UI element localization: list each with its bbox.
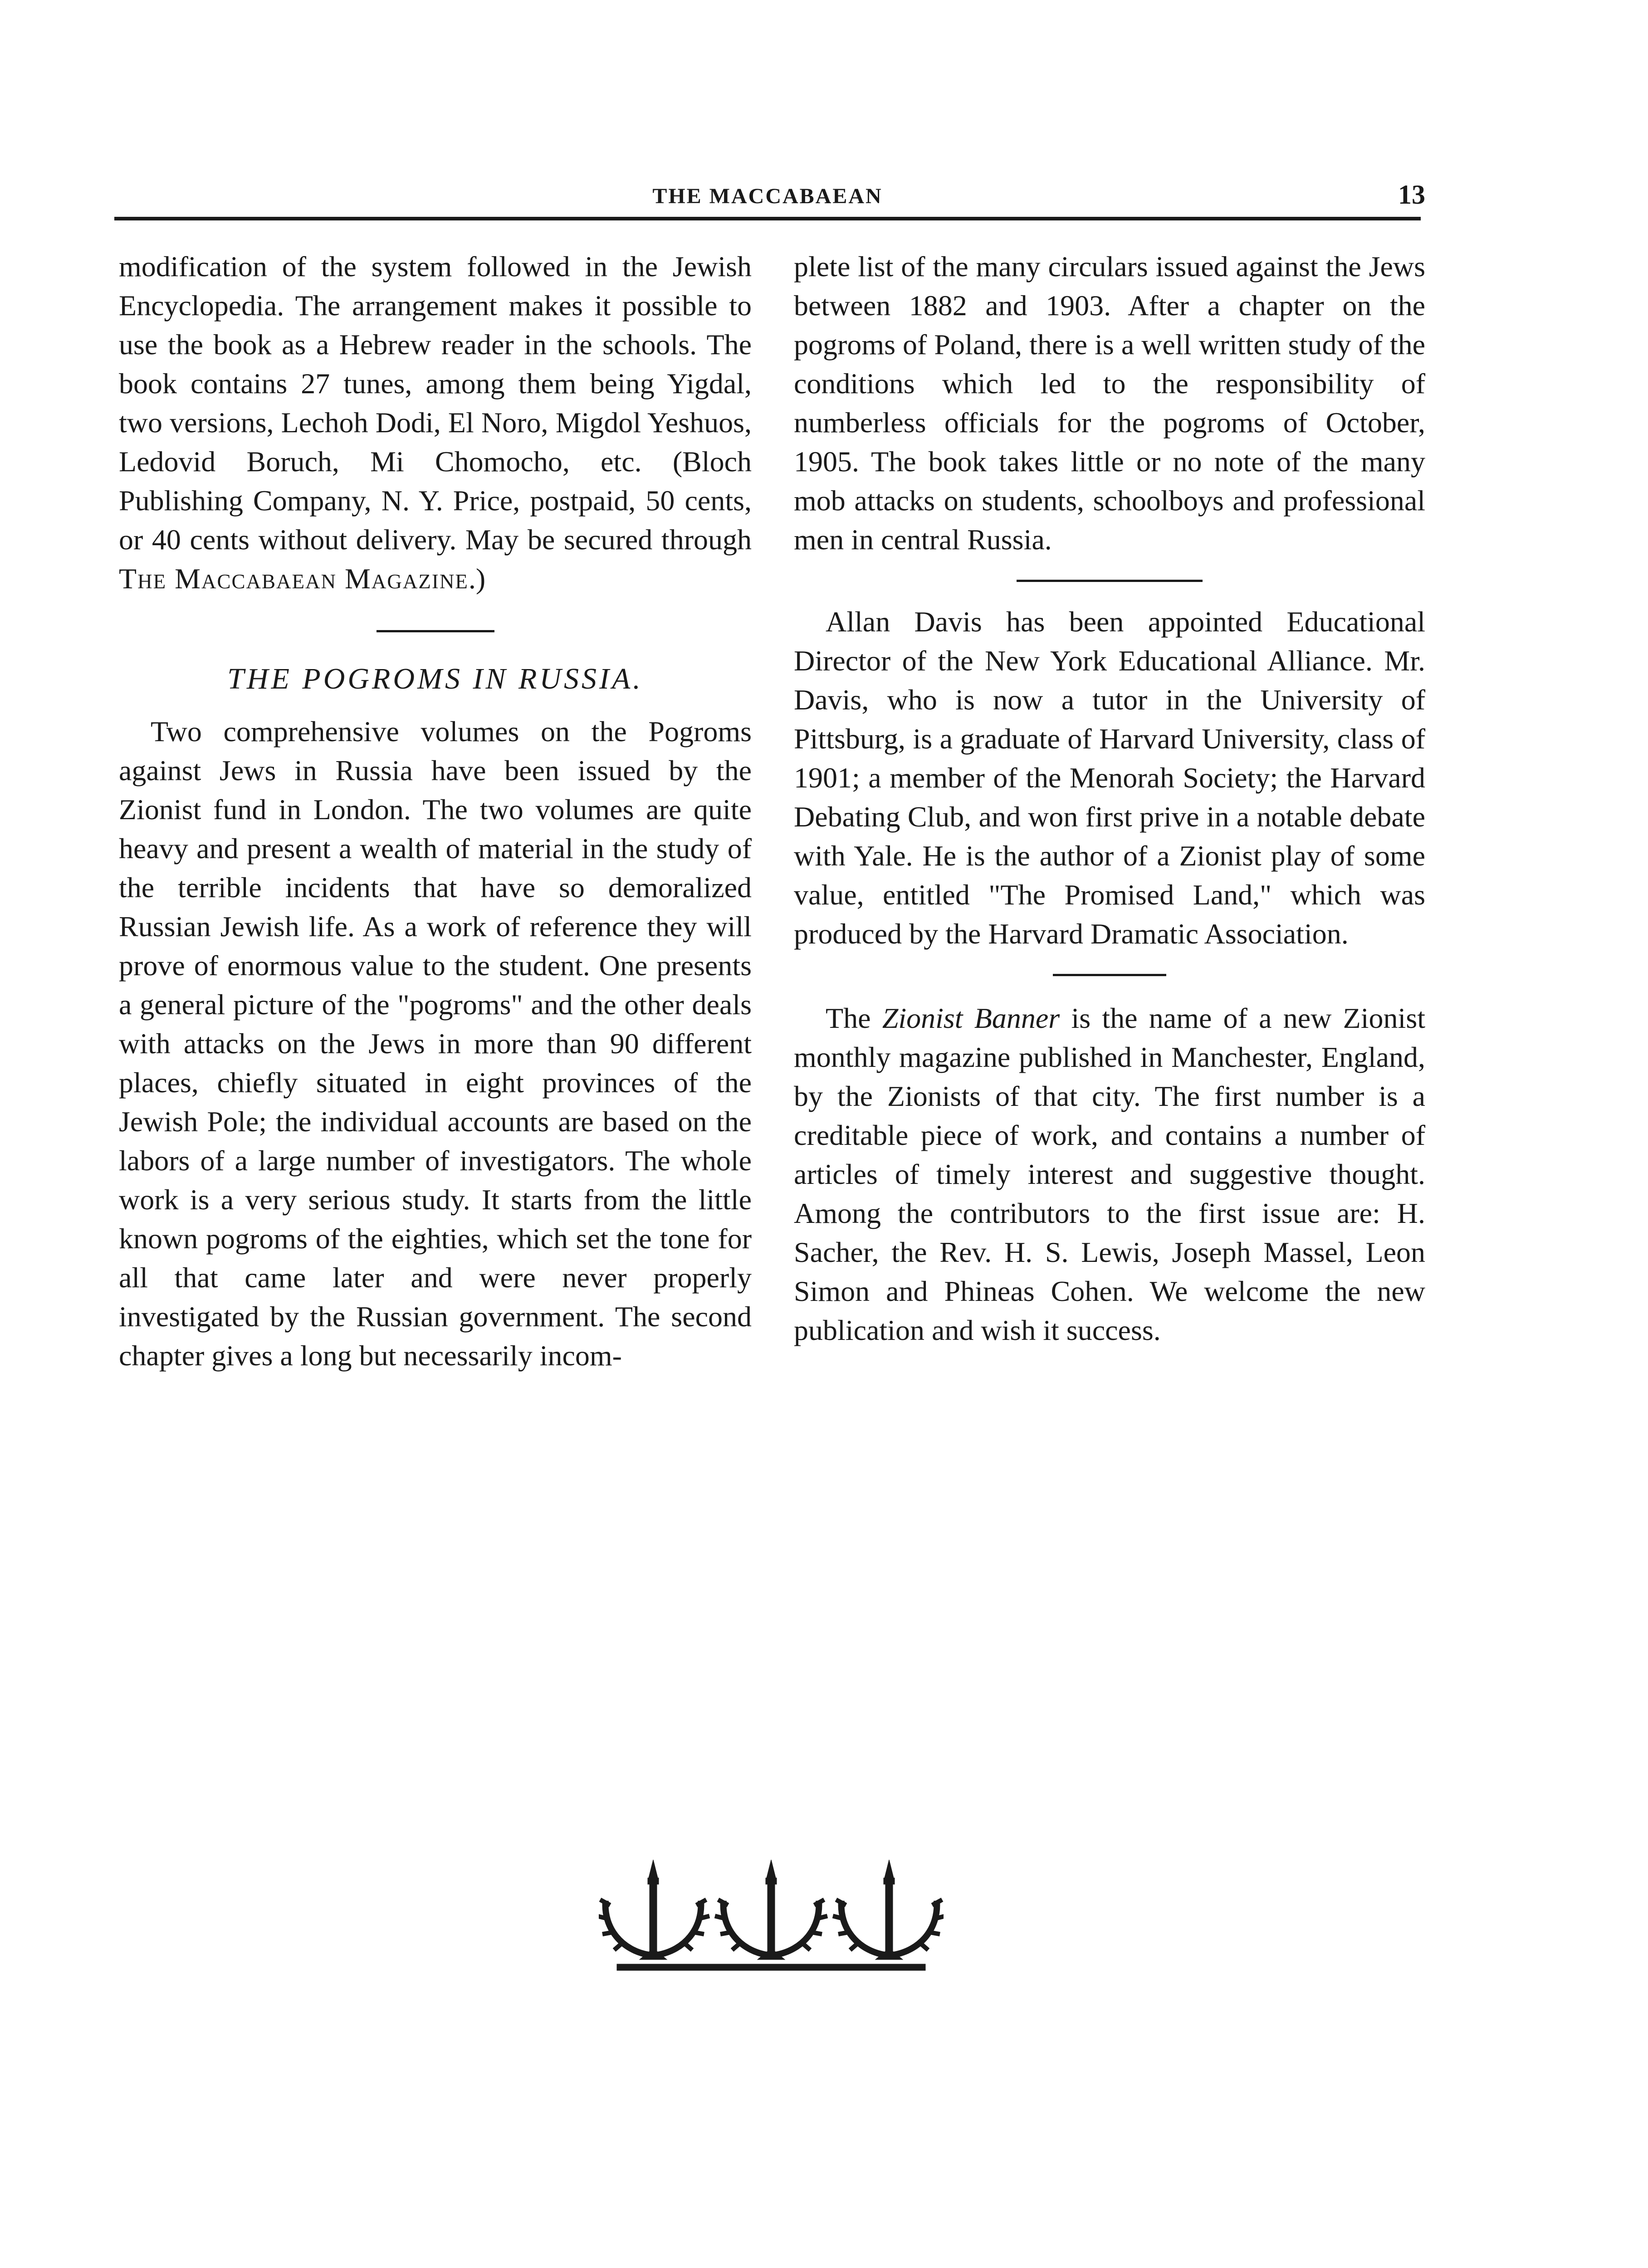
- paragraph-text: modification of the system followed in the Jewish Encyclopedia. The arrangement makes it possible to use the book as a Hebrew reader in the schools. The book contains 27 tunes, among them being Yigdal, two versions, Lechoh Dodi, El Noro, Migdol Yeshuos, Ledovid Boruch, Mi Chomocho, etc. (Bloch Publishing Company, N. Y. Price, postpaid, 50 cents, or 40 cents without delivery. May be secured through: [119, 250, 752, 556]
- three-torch-wreath-ornament-icon: [599, 1851, 944, 1987]
- paragraph-book-review: [119, 247, 752, 598]
- paragraph-zionist-banner: [794, 999, 1425, 1350]
- paragraph-text: The: [826, 1002, 871, 1034]
- publication-title: Zionist Banner: [882, 1002, 1060, 1034]
- section-divider: [377, 630, 494, 632]
- paragraph-pogroms-continued: plete list of the many circulars issued against the Jews between 1882 and 1903. After a chapter on the pogroms of Poland, there is a well written study of the conditions which led to the responsibility of numberless officials for the pogroms of October, 1905. The book takes little or no note of the many mob attacks on students, schoolboys and professional men in central Russia.: [794, 250, 1425, 556]
- section-divider: [1053, 974, 1166, 976]
- magazine-name: The Maccabaean Magazine: [119, 562, 469, 595]
- paragraph-allan-davis: Allan Davis has been appointed Educational Director of the New York Educational Alliance. Mr. Davis, who is now a tutor in the University of Pittsburg, is a graduate of Harvard University, class of 1901; a member of the Menorah Society; the Harvard Debating Club, and won first prive in a notable debate with Yale. He is the author of a Zionist play of some value, entitled "The Promised Land," which was produced by the Harvard Dramatic Association.: [794, 606, 1425, 950]
- running-title: THE MACCABAEAN: [652, 184, 883, 208]
- paragraph-pogroms: Two comprehensive volumes on the Pogroms against Jews in Russia have been issued by the Zionist fund in London. The two volumes are quite heavy and present a wealth of material in the study of the terrible incidents that have so demoralized Russian Jewish life. As a work of reference they will prove of enormous value to the student. One presents a general picture of the "pogroms" and the other deals with attacks on the Jews in more than 90 different places, chiefly situated in eight provinces of the Jewish Pole; the individual accounts are based on the labors of a large number of investigators. The whole work is a very serious study. It starts from the little known pogroms of the eighties, which set the tone for all that came later and were never properly investigated by the Russian government. The second chapter gives a long but necessarily incom-: [119, 715, 752, 1372]
- paragraph-text: is the name of a new Zionist monthly magazine published in Manchester, England, by the Zionists of that city. The first number is a creditable piece of work, and contains a number of articles of timely interest and suggestive thought. Among the contributors to the first issue are: H. Sacher, the Rev. H. S. Lewis, Joseph Massel, Leon Simon and Phineas Cohen. We welcome the new publication and wish it success.: [794, 1002, 1426, 1346]
- header-rule: [114, 217, 1421, 220]
- section-divider: [1017, 580, 1203, 582]
- page-number: 13: [1398, 180, 1425, 210]
- left-column: [119, 247, 752, 1375]
- right-column: [794, 247, 1425, 1350]
- paragraph-end: .): [468, 562, 486, 595]
- section-title: THE POGROMS IN RUSSIA.: [227, 662, 643, 695]
